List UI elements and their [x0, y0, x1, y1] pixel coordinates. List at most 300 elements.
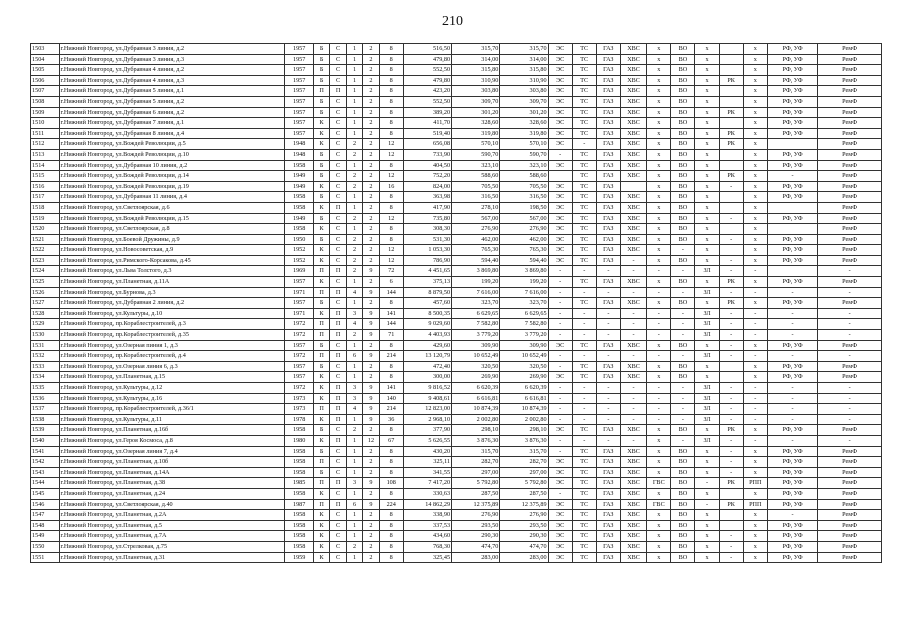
- table-cell: ЗЛ: [695, 330, 719, 341]
- table-cell: РемФ: [818, 213, 882, 224]
- table-cell: 552,50: [403, 96, 451, 107]
- table-cell: 588,60: [500, 171, 548, 182]
- table-cell: 2: [346, 139, 362, 150]
- table-cell: ВО: [671, 118, 695, 129]
- table-cell: 8: [379, 65, 403, 76]
- table-cell: [719, 149, 743, 160]
- table-cell: х: [743, 149, 767, 160]
- table-cell: 474,70: [452, 541, 500, 552]
- table-cell: ТС: [572, 224, 596, 235]
- table-cell: С: [330, 245, 346, 256]
- table-cell: г.Нижний Новгород, ул.Стрелковая, д.75: [59, 541, 285, 552]
- table-cell: 6 620,39: [500, 383, 548, 394]
- table-cell: 1529: [31, 319, 60, 330]
- table-cell: 10 874,39: [500, 404, 548, 415]
- table-cell: 590,70: [500, 149, 548, 160]
- table-cell: 14 862,29: [403, 499, 451, 510]
- table-cell: ЭС: [548, 44, 572, 55]
- table-cell: 1: [346, 467, 362, 478]
- table-cell: 8: [379, 298, 403, 309]
- table-cell: ВО: [671, 181, 695, 192]
- table-cell: ЭС: [548, 457, 572, 468]
- table-cell: 1547: [31, 510, 60, 521]
- table-cell: г.Нижний Новгород, ул.Планетная, д.16б: [59, 425, 285, 436]
- table-cell: -: [719, 319, 743, 330]
- table-cell: 1949: [285, 181, 314, 192]
- table-cell: ВО: [671, 224, 695, 235]
- table-cell: [719, 118, 743, 129]
- table-cell: -: [572, 308, 596, 319]
- table-cell: П: [313, 330, 329, 341]
- table-cell: 2: [363, 361, 379, 372]
- table-cell: ВО: [671, 552, 695, 563]
- table-cell: 1: [346, 107, 362, 118]
- table-cell: х: [647, 139, 671, 150]
- table-body: [31, 44, 882, 563]
- table-cell: 457,60: [403, 298, 451, 309]
- table-cell: ХВС: [620, 478, 646, 489]
- table-cell: 303,80: [452, 86, 500, 97]
- table-cell: -: [548, 266, 572, 277]
- table-cell: 1504: [31, 54, 60, 65]
- table-cell: 2: [363, 255, 379, 266]
- table-cell: 1972: [285, 351, 314, 362]
- table-cell: 9: [363, 499, 379, 510]
- table-cell: ХВС: [620, 75, 646, 86]
- table-cell: [548, 171, 572, 182]
- table-cell: РемФ: [818, 171, 882, 182]
- table-cell: -: [671, 287, 695, 298]
- table-cell: 8: [379, 75, 403, 86]
- table-cell: ХВС: [620, 340, 646, 351]
- table-cell: 1949: [285, 213, 314, 224]
- table-cell: 1958: [285, 192, 314, 203]
- table-cell: 1: [346, 277, 362, 288]
- table-cell: 2: [363, 107, 379, 118]
- table-cell: 8: [379, 128, 403, 139]
- table-row: [31, 372, 882, 383]
- table-cell: ХВС: [620, 541, 646, 552]
- table-cell: ЭС: [548, 128, 572, 139]
- table-cell: -: [767, 330, 817, 341]
- table-cell: г.Нижний Новгород, ул.Планетная, д.24: [59, 488, 285, 499]
- table-cell: -: [719, 340, 743, 351]
- table-cell: РФ, УФ: [767, 277, 817, 288]
- table-cell: 1536: [31, 393, 60, 404]
- table-cell: К: [313, 245, 329, 256]
- table-cell: ТС: [572, 425, 596, 436]
- table-cell: РемФ: [818, 298, 882, 309]
- table-cell: 12: [379, 139, 403, 150]
- table-cell: 1551: [31, 552, 60, 563]
- table-cell: ВО: [671, 171, 695, 182]
- table-cell: 1537: [31, 404, 60, 415]
- table-cell: -: [719, 213, 743, 224]
- table-cell: -: [671, 414, 695, 425]
- table-cell: П: [330, 266, 346, 277]
- table-cell: РФ, УФ: [767, 160, 817, 171]
- table-cell: 462,00: [500, 234, 548, 245]
- table-cell: 9 816,52: [403, 383, 451, 394]
- table-cell: 2: [363, 234, 379, 245]
- table-cell: 1534: [31, 372, 60, 383]
- table-cell: К: [313, 224, 329, 235]
- table-cell: 1510: [31, 118, 60, 129]
- table-cell: 1948: [285, 149, 314, 160]
- table-cell: -: [548, 277, 572, 288]
- table-cell: х: [743, 96, 767, 107]
- table-cell: 8: [379, 234, 403, 245]
- table-cell: х: [695, 75, 719, 86]
- table-cell: 12: [379, 149, 403, 160]
- table-cell: 4: [346, 404, 362, 415]
- table-cell: К: [313, 181, 329, 192]
- table-cell: 594,40: [500, 255, 548, 266]
- table-cell: К: [313, 552, 329, 563]
- table-cell: 7 582,80: [500, 319, 548, 330]
- table-cell: ВО: [671, 478, 695, 489]
- table-cell: -: [620, 255, 646, 266]
- table-cell: 752,20: [403, 171, 451, 182]
- table-cell: ХВС: [620, 245, 646, 256]
- table-cell: ХВС: [620, 171, 646, 182]
- table-cell: -: [719, 541, 743, 552]
- table-cell: Б: [313, 192, 329, 203]
- table-cell: -: [719, 457, 743, 468]
- table-cell: РемФ: [818, 467, 882, 478]
- table-cell: 1973: [285, 404, 314, 415]
- table-cell: -: [671, 383, 695, 394]
- table-cell: 1 053,30: [403, 245, 451, 256]
- table-cell: РК: [719, 171, 743, 182]
- table-cell: 290,30: [452, 531, 500, 542]
- table-cell: 1958: [285, 467, 314, 478]
- table-cell: -: [572, 383, 596, 394]
- table-cell: х: [695, 520, 719, 531]
- table-cell: 6 616,81: [500, 393, 548, 404]
- table-cell: РФ, УФ: [767, 425, 817, 436]
- table-cell: 1958: [285, 541, 314, 552]
- table-cell: г.Нижний Новгород, ул.Светлоярская, д.6: [59, 202, 285, 213]
- table-cell: -: [719, 552, 743, 563]
- table-cell: х: [695, 372, 719, 383]
- table-cell: РемФ: [818, 361, 882, 372]
- table-cell: ВО: [671, 520, 695, 531]
- table-cell: г.Нижний Новгород, ул.Планетная, д.2А: [59, 510, 285, 521]
- table-cell: -: [647, 393, 671, 404]
- table-cell: Б: [313, 160, 329, 171]
- table-cell: 141: [379, 308, 403, 319]
- table-cell: 9: [363, 319, 379, 330]
- table-cell: 300,00: [403, 372, 451, 383]
- table-cell: К: [313, 372, 329, 383]
- table-cell: 8: [379, 541, 403, 552]
- table-cell: ТС: [572, 552, 596, 563]
- table-cell: -: [818, 319, 882, 330]
- table-cell: 1: [346, 531, 362, 542]
- table-cell: 1957: [285, 44, 314, 55]
- table-cell: РФ, УФ: [767, 44, 817, 55]
- table-cell: г.Нижний Новгород, ул.Вождей Революции, д.15: [59, 213, 285, 224]
- table-cell: 1957: [285, 54, 314, 65]
- table-cell: 6: [379, 277, 403, 288]
- table-cell: 1507: [31, 86, 60, 97]
- table-cell: 2: [346, 425, 362, 436]
- table-cell: 3 779,20: [452, 330, 500, 341]
- table-cell: Б: [313, 44, 329, 55]
- table-cell: 283,00: [500, 552, 548, 563]
- table-cell: х: [647, 457, 671, 468]
- table-cell: 705,50: [452, 181, 500, 192]
- table-cell: ТС: [572, 255, 596, 266]
- table-cell: ЗЛ: [695, 287, 719, 298]
- table-cell: РФ, УФ: [767, 541, 817, 552]
- table-cell: х: [695, 467, 719, 478]
- table-cell: х: [647, 446, 671, 457]
- table-cell: 1509: [31, 107, 60, 118]
- table-cell: 287,50: [500, 488, 548, 499]
- table-cell: 6: [346, 499, 362, 510]
- table-cell: -: [719, 308, 743, 319]
- table-cell: г.Нижний Новгород, ул.Дубравная 3 линия, д.2: [59, 44, 285, 55]
- table-cell: 1958: [285, 160, 314, 171]
- table-cell: -: [767, 393, 817, 404]
- table-cell: 341,55: [403, 467, 451, 478]
- table-row: [31, 287, 882, 298]
- table-cell: х: [647, 149, 671, 160]
- table-cell: РПП: [743, 499, 767, 510]
- table-row: [31, 255, 882, 266]
- table-cell: С: [330, 361, 346, 372]
- table-cell: 733,90: [403, 149, 451, 160]
- table-cell: -: [596, 266, 620, 277]
- table-cell: г.Нижний Новгород, ул.Вождей Революции, д.14: [59, 171, 285, 182]
- table-cell: ГАЗ: [596, 160, 620, 171]
- table-cell: 1: [346, 44, 362, 55]
- table-cell: ХВС: [620, 520, 646, 531]
- table-cell: -: [719, 414, 743, 425]
- table-cell: РемФ: [818, 425, 882, 436]
- table-cell: ТС: [572, 531, 596, 542]
- table-row: [31, 414, 882, 425]
- table-cell: -: [671, 308, 695, 319]
- table-cell: 2: [346, 213, 362, 224]
- table-cell: 1957: [285, 340, 314, 351]
- table-cell: 1950: [285, 234, 314, 245]
- table-cell: -: [671, 245, 695, 256]
- table-cell: 328,60: [452, 118, 500, 129]
- table-cell: 1514: [31, 160, 60, 171]
- table-cell: -: [572, 351, 596, 362]
- table-cell: 199,20: [452, 277, 500, 288]
- table-cell: 3 876,30: [452, 435, 500, 446]
- table-row: [31, 160, 882, 171]
- table-cell: ГАЗ: [596, 213, 620, 224]
- table-cell: -: [719, 531, 743, 542]
- table-cell: 1: [346, 510, 362, 521]
- table-cell: ВО: [671, 488, 695, 499]
- table-cell: ЭС: [548, 520, 572, 531]
- table-cell: х: [695, 118, 719, 129]
- table-cell: РемФ: [818, 149, 882, 160]
- table-cell: Б: [313, 65, 329, 76]
- table-cell: х: [695, 531, 719, 542]
- table-cell: С: [330, 520, 346, 531]
- table-cell: ЭС: [548, 75, 572, 86]
- table-cell: ВО: [671, 192, 695, 203]
- table-cell: г.Нижний Новгород, ул.Планетная, д.15: [59, 372, 285, 383]
- table-cell: РемФ: [818, 488, 882, 499]
- table-row: [31, 181, 882, 192]
- table-cell: ГАЗ: [596, 520, 620, 531]
- table-cell: х: [647, 531, 671, 542]
- table-cell: Б: [313, 446, 329, 457]
- table-cell: х: [743, 192, 767, 203]
- table-cell: -: [767, 308, 817, 319]
- table-cell: х: [743, 552, 767, 563]
- table-cell: ЭС: [548, 202, 572, 213]
- table-cell: г.Нижний Новгород, ул.Дубравная 5 линия, д.1: [59, 86, 285, 97]
- table-cell: -: [548, 287, 572, 298]
- table-cell: -: [671, 351, 695, 362]
- table-cell: 12: [379, 245, 403, 256]
- table-cell: С: [330, 510, 346, 521]
- table-cell: -: [767, 319, 817, 330]
- table-cell: ГАЗ: [596, 86, 620, 97]
- table-cell: 6: [346, 351, 362, 362]
- table-row: [31, 192, 882, 203]
- table-cell: -: [620, 351, 646, 362]
- table-cell: ГАЗ: [596, 192, 620, 203]
- table-cell: 656,08: [403, 139, 451, 150]
- table-cell: х: [647, 435, 671, 446]
- table-cell: К: [313, 414, 329, 425]
- table-cell: ХВС: [620, 107, 646, 118]
- table-cell: 323,70: [452, 298, 500, 309]
- table-cell: ТС: [572, 213, 596, 224]
- table-cell: -: [719, 404, 743, 415]
- table-cell: -: [743, 319, 767, 330]
- table-cell: х: [695, 446, 719, 457]
- table-cell: 2: [363, 457, 379, 468]
- table-cell: РемФ: [818, 139, 882, 150]
- table-cell: 315,70: [452, 446, 500, 457]
- table-cell: х: [647, 425, 671, 436]
- table-cell: 1: [346, 75, 362, 86]
- table-row: [31, 298, 882, 309]
- table-cell: г.Нижний Новгород, ул.Планетная, д.7А: [59, 531, 285, 542]
- table-cell: ГАЗ: [596, 446, 620, 457]
- table-cell: х: [743, 128, 767, 139]
- table-cell: -: [548, 383, 572, 394]
- table-cell: 2: [363, 160, 379, 171]
- table-cell: 1533: [31, 361, 60, 372]
- table-cell: х: [647, 107, 671, 118]
- table-cell: Б: [313, 75, 329, 86]
- table-cell: ТС: [572, 44, 596, 55]
- table-cell: х: [647, 181, 671, 192]
- table-cell: [719, 86, 743, 97]
- table-cell: РФ, УФ: [767, 213, 817, 224]
- table-cell: 1522: [31, 245, 60, 256]
- table-cell: -: [719, 446, 743, 457]
- table-cell: г.Нижний Новгород, ул.Дубравная 4 линия, д.2: [59, 65, 285, 76]
- table-cell: РемФ: [818, 224, 882, 235]
- table-cell: 12: [379, 171, 403, 182]
- table-cell: П: [330, 414, 346, 425]
- table-cell: г.Нижний Новгород, ул.Вождей Революции, д.10: [59, 149, 285, 160]
- table-cell: 824,00: [403, 181, 451, 192]
- table-cell: -: [818, 330, 882, 341]
- table-cell: х: [695, 361, 719, 372]
- table-cell: 1957: [285, 372, 314, 383]
- table-cell: 10 652,49: [452, 351, 500, 362]
- table-cell: [719, 372, 743, 383]
- table-cell: 1539: [31, 425, 60, 436]
- table-cell: 315,80: [500, 65, 548, 76]
- table-cell: РФ, УФ: [767, 96, 817, 107]
- table-cell: ГАЗ: [596, 224, 620, 235]
- table-cell: х: [743, 510, 767, 521]
- table-cell: ХВС: [620, 531, 646, 542]
- table-cell: ВО: [671, 213, 695, 224]
- table-cell: 2: [363, 520, 379, 531]
- table-cell: 2: [346, 266, 362, 277]
- table-cell: 1957: [285, 277, 314, 288]
- table-cell: 8: [379, 192, 403, 203]
- table-cell: ЭС: [548, 255, 572, 266]
- table-cell: 552,50: [403, 65, 451, 76]
- table-cell: С: [330, 372, 346, 383]
- table-cell: 1526: [31, 287, 60, 298]
- table-cell: 3: [346, 478, 362, 489]
- table-cell: ЭС: [548, 213, 572, 224]
- table-cell: РемФ: [818, 65, 882, 76]
- table-cell: РемФ: [818, 118, 882, 129]
- table-cell: С: [330, 457, 346, 468]
- table-cell: -: [620, 435, 646, 446]
- table-cell: -: [767, 414, 817, 425]
- table-cell: 330,63: [403, 488, 451, 499]
- table-cell: -: [572, 266, 596, 277]
- table-cell: РемФ: [818, 86, 882, 97]
- table-cell: РемФ: [818, 181, 882, 192]
- table-cell: К: [313, 520, 329, 531]
- table-cell: 8: [379, 552, 403, 563]
- table-cell: 314,00: [452, 54, 500, 65]
- table-cell: 1503: [31, 44, 60, 55]
- table-cell: 13 120,79: [403, 351, 451, 362]
- table-cell: х: [647, 118, 671, 129]
- table-cell: ЗЛ: [695, 404, 719, 415]
- table-cell: ВО: [671, 139, 695, 150]
- table-cell: ХВС: [620, 118, 646, 129]
- table-cell: -: [719, 351, 743, 362]
- table-cell: 309,70: [500, 96, 548, 107]
- table-cell: РФ, УФ: [767, 65, 817, 76]
- table-cell: ЭС: [548, 478, 572, 489]
- table-cell: -: [818, 383, 882, 394]
- table-cell: х: [647, 171, 671, 182]
- table-cell: РК: [719, 107, 743, 118]
- table-cell: ВО: [671, 425, 695, 436]
- table-row: [31, 308, 882, 319]
- table-cell: 8: [379, 107, 403, 118]
- table-cell: -: [818, 435, 882, 446]
- table-cell: С: [330, 128, 346, 139]
- table-cell: 389,20: [403, 107, 451, 118]
- table-cell: 4: [346, 287, 362, 298]
